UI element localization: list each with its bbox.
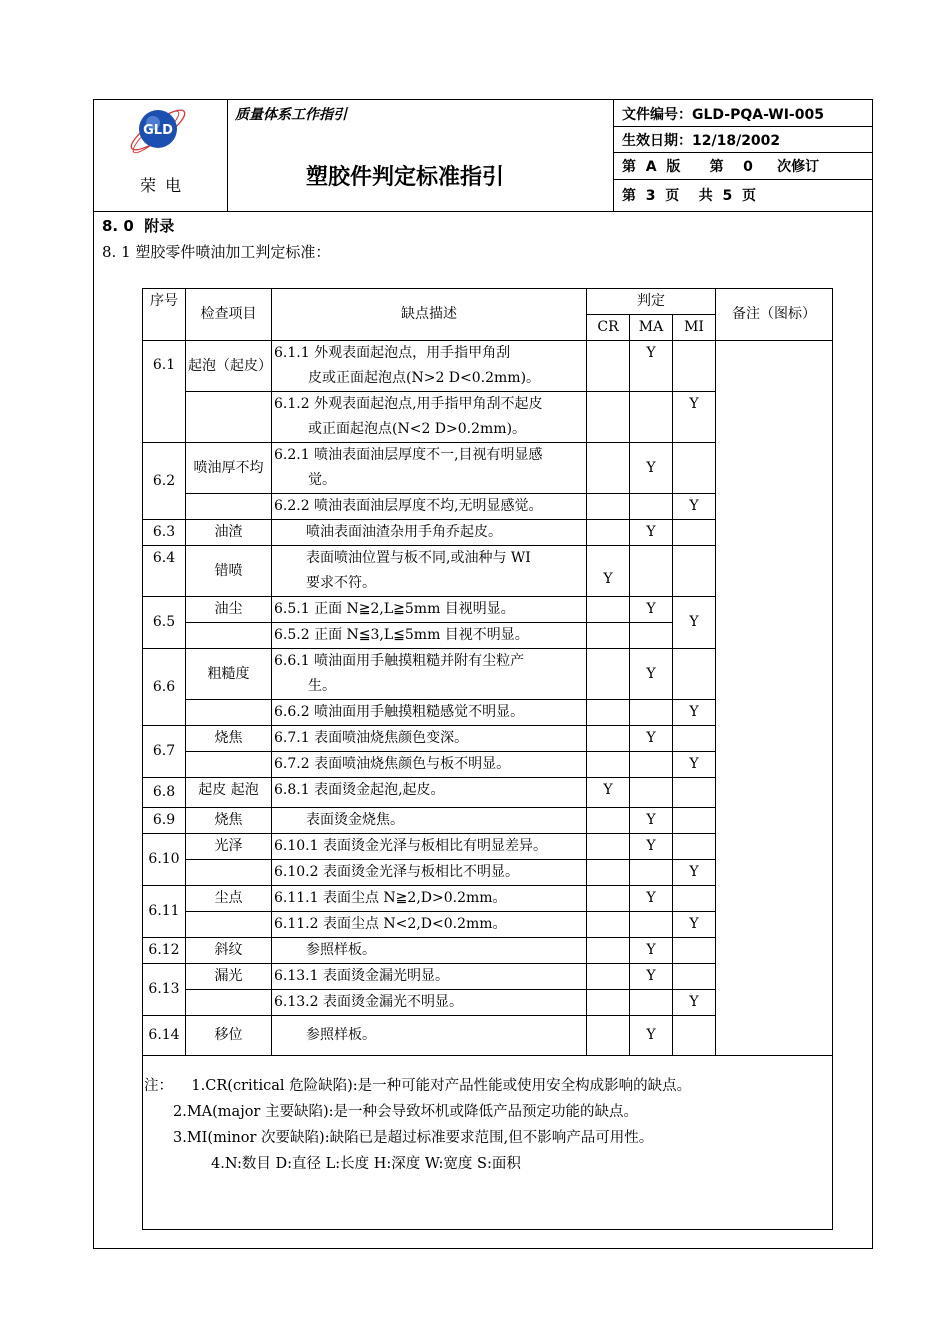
row-desc: 参照样板。 [272, 938, 587, 964]
row-no: 6.11 [143, 886, 186, 938]
header-ma: MA [630, 315, 673, 341]
header-no: 序号 [143, 289, 186, 341]
row-desc: 6.8.1 表面烫金起泡,起皮。 [272, 778, 587, 808]
cr-cell [587, 834, 630, 860]
desc-line: 6.1.2 外观表面起泡点,用手指甲角刮不起皮 [274, 396, 543, 412]
ma-cell: Y [630, 520, 673, 546]
mi-cell: Y [673, 912, 716, 938]
row-no: 6.8 [143, 778, 186, 808]
row-no: 6.5 [143, 597, 186, 649]
header-divider [93, 211, 873, 212]
ma-cell [630, 990, 673, 1016]
row-item [186, 623, 272, 649]
header-col-line-2 [613, 99, 614, 211]
header-item: 检查项目 [186, 289, 272, 341]
mi-cell: Y [673, 700, 716, 726]
mi-cell [673, 341, 716, 392]
mi-cell [673, 1016, 716, 1056]
desc-line: 生。 [308, 678, 336, 694]
header-row-line [613, 152, 873, 153]
mi-cell [673, 546, 716, 597]
row-item [186, 700, 272, 726]
mi-cell [673, 649, 716, 700]
desc-line: 6.2.1 喷油表面油层厚度不一,目视有明显感 [274, 447, 543, 463]
row-item: 起泡（起皮） [186, 341, 272, 392]
desc-line: 6.1.1 外观表面起泡点，用手指甲角刮 [274, 345, 511, 361]
ma-cell [630, 912, 673, 938]
row-desc: 6.10.1 表面烫金光泽与板相比有明显差异。 [272, 834, 587, 860]
header-remark: 备注（图标） [716, 289, 833, 341]
mi-cell: Y [673, 494, 716, 520]
note-4: 4.N:数目 D:直径 L:长度 H:深度 W:宽度 S:面积 [211, 1156, 521, 1172]
row-no: 6.7 [143, 726, 186, 778]
mi-cell [673, 834, 716, 860]
cr-cell [587, 726, 630, 752]
mi-cell [673, 520, 716, 546]
row-desc [272, 392, 587, 443]
cr-cell [587, 623, 630, 649]
row-item: 斜纹 [186, 938, 272, 964]
row-desc: 6.7.1 表面喷油烧焦颜色变深。 [272, 726, 587, 752]
svg-text:GLD: GLD [143, 123, 173, 138]
page-info: 第 3 页 共 5 页 [622, 188, 756, 204]
section-subheading: 8. 1 塑胶零件喷油加工判定标准： [102, 243, 331, 261]
row-item [186, 392, 272, 443]
cr-cell [587, 520, 630, 546]
row-desc: 6.2.2 喷油表面油层厚度不均,无明显感觉。 [272, 494, 587, 520]
row-desc: 喷油表面油渣杂用手角乔起皮。 [272, 520, 587, 546]
note-1: 注： 1.CR(critical 危险缺陷):是一种可能对产品性能或使用安全构成影响的缺点。 [144, 1078, 692, 1094]
row-desc [272, 546, 587, 597]
row-item: 光泽 [186, 834, 272, 860]
row-no: 6.1 [143, 341, 186, 443]
ma-cell [630, 778, 673, 808]
cr-cell [587, 886, 630, 912]
mi-cell: Y [673, 597, 716, 649]
ma-cell [630, 494, 673, 520]
cr-cell [587, 990, 630, 1016]
revision-info: 第 A 版 第 0 次修订 [622, 159, 820, 175]
row-no: 6.13 [143, 964, 186, 1016]
company-logo [122, 103, 192, 161]
ma-cell: Y [630, 964, 673, 990]
ma-cell: Y [630, 341, 673, 392]
row-desc [272, 341, 587, 392]
row-item: 喷油厚不均 [186, 443, 272, 494]
row-no: 6.3 [143, 520, 186, 546]
row-desc [272, 649, 587, 700]
header-col-line-1 [227, 99, 228, 211]
mi-cell: Y [673, 860, 716, 886]
row-item: 起皮 起泡 [186, 778, 272, 808]
cr-cell [587, 1016, 630, 1056]
row-no: 6.6 [143, 649, 186, 726]
desc-line: 或正面起泡点(N<2 D>0.2mm)。 [308, 421, 527, 437]
remark-cell [716, 341, 833, 1056]
cr-cell [587, 752, 630, 778]
row-item: 油尘 [186, 597, 272, 623]
company-name: 荣 电 [140, 176, 184, 195]
row-item [186, 752, 272, 778]
mi-cell [673, 938, 716, 964]
cr-cell: Y [587, 546, 630, 597]
row-desc: 6.5.2 正面 N≦3,L≦5mm 目视不明显。 [272, 623, 587, 649]
row-desc: 表面烫金烧焦。 [272, 808, 587, 834]
ma-cell: Y [630, 597, 673, 623]
mi-cell [673, 726, 716, 752]
cr-cell [587, 938, 630, 964]
cr-cell [587, 964, 630, 990]
row-item [186, 860, 272, 886]
note-2: 2.MA(major 主要缺陷):是一种会导致坏机或降低产品预定功能的缺点。 [173, 1104, 639, 1120]
row-no: 6.12 [143, 938, 186, 964]
notes-block [144, 1073, 691, 1177]
row-no: 6.9 [143, 808, 186, 834]
cr-cell [587, 649, 630, 700]
cr-cell [587, 597, 630, 623]
cr-cell [587, 443, 630, 494]
row-desc [272, 443, 587, 494]
mi-cell [673, 808, 716, 834]
header-row-line [613, 126, 873, 127]
row-item: 粗糙度 [186, 649, 272, 700]
row-desc: 6.6.2 喷油面用手触摸粗糙感觉不明显。 [272, 700, 587, 726]
system-title: 质量体系工作指引 [235, 107, 347, 123]
ma-cell [630, 623, 673, 649]
ma-cell [630, 546, 673, 597]
ma-cell: Y [630, 938, 673, 964]
row-no: 6.4 [143, 546, 186, 597]
row-desc: 6.13.2 表面烫金漏光不明显。 [272, 990, 587, 1016]
ma-cell [630, 700, 673, 726]
cr-cell [587, 808, 630, 834]
cr-cell [587, 700, 630, 726]
ma-cell [630, 860, 673, 886]
desc-line: 要求不符。 [306, 575, 376, 591]
ma-cell: Y [630, 808, 673, 834]
ma-cell: Y [630, 834, 673, 860]
cr-cell [587, 912, 630, 938]
table-header-row [143, 289, 833, 315]
row-desc: 6.5.1 正面 N≧2,L≧5mm 目视明显。 [272, 597, 587, 623]
row-desc: 6.11.2 表面尘点 N<2,D<0.2mm。 [272, 912, 587, 938]
desc-line: 6.6.1 喷油面用手触摸粗糙并附有尘粒产 [274, 653, 525, 669]
table-row [143, 341, 833, 392]
ma-cell [630, 392, 673, 443]
row-item: 漏光 [186, 964, 272, 990]
mi-cell: Y [673, 392, 716, 443]
header-judge: 判定 [587, 289, 716, 315]
file-number: 文件编号：GLD-PQA-WI-005 [622, 107, 824, 123]
desc-line: 表面喷油位置与板不同,或油种与 WI [306, 550, 531, 566]
row-item [186, 912, 272, 938]
row-desc: 6.11.1 表面尘点 N≧2,D>0.2mm。 [272, 886, 587, 912]
cr-cell: Y [587, 778, 630, 808]
header-row-line [613, 179, 873, 180]
row-item [186, 990, 272, 1016]
desc-line: 觉。 [308, 472, 336, 488]
mi-cell [673, 964, 716, 990]
cr-cell [587, 494, 630, 520]
cr-cell [587, 860, 630, 886]
row-item: 烧焦 [186, 808, 272, 834]
note-3: 3.MI(minor 次要缺陷):缺陷已是超过标准要求范围,但不影响产品可用性。 [173, 1130, 654, 1146]
row-no: 6.10 [143, 834, 186, 886]
section-heading: 8. 0 附录 [102, 217, 175, 235]
cr-cell [587, 392, 630, 443]
row-item: 移位 [186, 1016, 272, 1056]
cr-cell [587, 341, 630, 392]
row-desc: 参照样板。 [272, 1016, 587, 1056]
mi-cell [673, 778, 716, 808]
mi-cell [673, 886, 716, 912]
header-mi: MI [673, 315, 716, 341]
mi-cell: Y [673, 752, 716, 778]
ma-cell: Y [630, 649, 673, 700]
row-item: 烧焦 [186, 726, 272, 752]
mi-cell [673, 443, 716, 494]
ma-cell: Y [630, 443, 673, 494]
header-desc: 缺点描述 [272, 289, 587, 341]
row-item: 错喷 [186, 546, 272, 597]
mi-cell: Y [673, 990, 716, 1016]
row-desc: 6.7.2 表面喷油烧焦颜色与板不明显。 [272, 752, 587, 778]
ma-cell [630, 752, 673, 778]
row-no: 6.2 [143, 443, 186, 520]
ma-cell: Y [630, 726, 673, 752]
ma-cell: Y [630, 1016, 673, 1056]
ma-cell: Y [630, 886, 673, 912]
row-item: 油渣 [186, 520, 272, 546]
row-item [186, 494, 272, 520]
header-cr: CR [587, 315, 630, 341]
document-title: 塑胶件判定标准指引 [306, 165, 505, 190]
effective-date: 生效日期：12/18/2002 [622, 133, 781, 149]
row-desc: 6.13.1 表面烫金漏光明显。 [272, 964, 587, 990]
row-item: 尘点 [186, 886, 272, 912]
desc-line: 皮或正面起泡点(N>2 D<0.2mm)。 [308, 370, 541, 386]
row-desc: 6.10.2 表面烫金光泽与板相比不明显。 [272, 860, 587, 886]
row-no: 6.14 [143, 1016, 186, 1056]
